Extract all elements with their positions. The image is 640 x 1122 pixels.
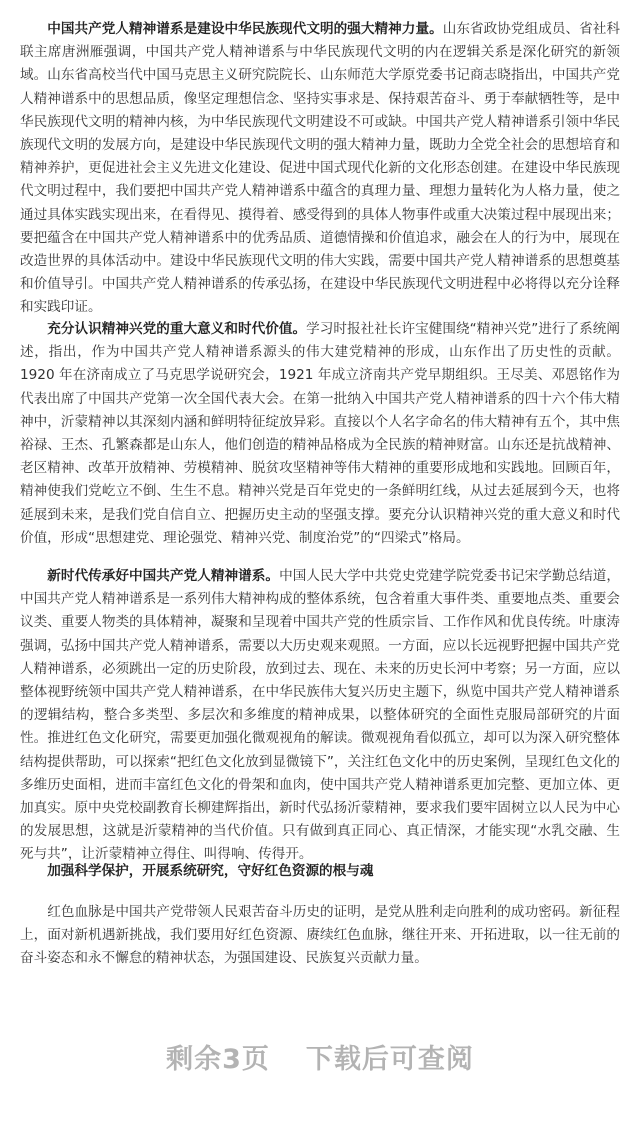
paywall-banner[interactable] (0, 1037, 640, 1087)
section-heading: 加强科学保护，开展系统研究，守好红色资源的根与魂 (47, 863, 374, 879)
paragraph-spiritual-genealogy-civilization (20, 18, 620, 320)
remaining-pages-label: 剩余3页 (166, 1044, 270, 1075)
closing-paragraph: 红色血脉是中国共产党带领人民艰苦奋斗历史的证明，是党从胜利走向胜利的成功密码。新征程上，面对新机遇新挑战，我们要用好红色资源、赓续红色血脉，继往开来、开拓进取，以一往无前的奋斗姿态和永不懈怠的精神状态，为强国建设、民族复兴贡献力量。 (20, 904, 620, 967)
download-to-read-label[interactable]: 下载后可查阅 (305, 1044, 474, 1075)
paragraph-body: 山东省政协党组成员、省社科联主席唐洲雁强调，中国共产党人精神谱系与中华民族现代文明的内在逻辑关系是深化研究的新领域。山东省高校当代中国马克思主义研究院院长、山东师范大学原党委书记商志晓指出，中国共产党人精神谱系中的思想品质，像坚定理想信念、坚持实事求是、保持艰苦奋斗、勇于奉献牺牲等，是中华民族现代文明的精神内核，为中华民族现代文明建设不可或缺。中国共产党人精神谱系引领中华民族现代文明的发展方向，是建设中华民族现代文明的强大精神力量，既助力全党全社会的思想培育和精神养护，更促进社会主义先进文化建设、促进中国式现代化新的文化形态创建。在建设中华民族现代文明过程中，我们要把中国共产党人精神谱系中蕴含的真理力量、理想力量转化为人格力量，使之通过具体实践实现出来，在看得见、摸得着、感受得到的具体人物事件或重大决策过程中展现出来；要把蕴含在中国共产党人精神谱系中的优秀品质、道德情操和价值追求，融会在人的行为中，展现在改造世界的具体活动中。建设中华民族现代文明的伟大实践，需要中国共产党人精神谱系的思想奠基和价值导引。中国共产党人精神谱系的传承弘扬，在建设中华民族现代文明进程中必将得以充分诠释和实践印证。 (20, 21, 621, 316)
paragraph-spirit-revitalizes-party (20, 318, 620, 550)
paragraph-lead: 新时代传承好中国共产党人精神谱系。 (47, 568, 280, 584)
paragraph-new-era-inheritance (20, 565, 620, 867)
paragraph-body: 中国人民大学中共党史党建学院党委书记宋学勤总结道，中国共产党人精神谱系是一系列伟大精神构成的整体系统，包含着重大事件类、重要地点类、重要会议类、重要人物类的具体精神，凝聚和呈现着中国共产党的性质宗旨、工作作风和优良传统。叶康涛强调，弘扬中国共产党人精神谱系，需要以大历史观来观照。一方面，应以长远视野把握中国共产党人精神谱系，必须跳出一定的历史阶段，放到过去、现在、未来的历史长河中考察；另一方面，应以整体视野统领中国共产党人精神谱系，在中华民族伟大复兴历史主题下，纵览中国共产党人精神谱系的逻辑结构，整合多类型、多层次和多维度的精神成果，以整体研究的全面性克服局部研究的片面性。推进红色文化研究，需要更加强化微观视角的解读。微观视角看似孤立，却可以为深入研究整体结构提供帮助，可以探索“把红色文化放到显微镜下”，关注红色文化中的历史案例，呈现红色文化的多维历史面相，进而丰富红色文化的骨架和血肉，使中国共产党人精神谱系更加完整、更加立体、更加真实。原中央党校副教育长柳建辉指出，新时代弘扬沂蒙精神，要求我们要牢固树立以人民为中心的发展思想，这就是沂蒙精神的当代价值。只有做到真正同心、真正情深，才能实现“水乳交融、生死与共”，让沂蒙精神立得住、叫得响、传得开。 (20, 568, 621, 863)
paragraph-body: 学习时报社社长许宝健围绕“精神兴党”进行了系统阐述，指出，作为中国共产党人精神谱系源头的伟大建党精神的形成，山东作出了历史性的贡献。1920 年在济南成立了马克思学说研究会，1921 年成立济南共产党早期组织。王尽美、邓恩铭作为代表出席了中国共产党第一次全国代表大会。在第一批纳入中国共产党人精神谱系的四十六个伟大精神中，沂蒙精神以其深刻内涵和鲜明特征绽放异彩。直接以个人名字命名的伟大精神有五个，其中焦裕禄、王杰、孔繁森都是山东人，他们创造的精神品格成为全民族的精神财富。山东还是抗战精神、老区精神、改革开放精神、劳模精神、脱贫攻坚精神等伟大精神的重要形成地和实践地。回顾百年，精神使我们党屹立不倒、生生不息。精神兴党是百年党史的一条鲜明红线，从过去延展到今天，也将延展到未来，是我们党自信自立、把握历史主动的坚强支撑。要充分认识精神兴党的重大意义和时代价值，形成“思想建党、理论强党、精神兴党、制度治党”的“四梁式”格局。 (20, 321, 620, 546)
paragraph-lead: 充分认识精神兴党的重大意义和时代价值。 (47, 321, 307, 337)
paragraph-lead: 中国共产党人精神谱系是建设中华民族现代文明的强大精神力量。 (47, 21, 443, 37)
